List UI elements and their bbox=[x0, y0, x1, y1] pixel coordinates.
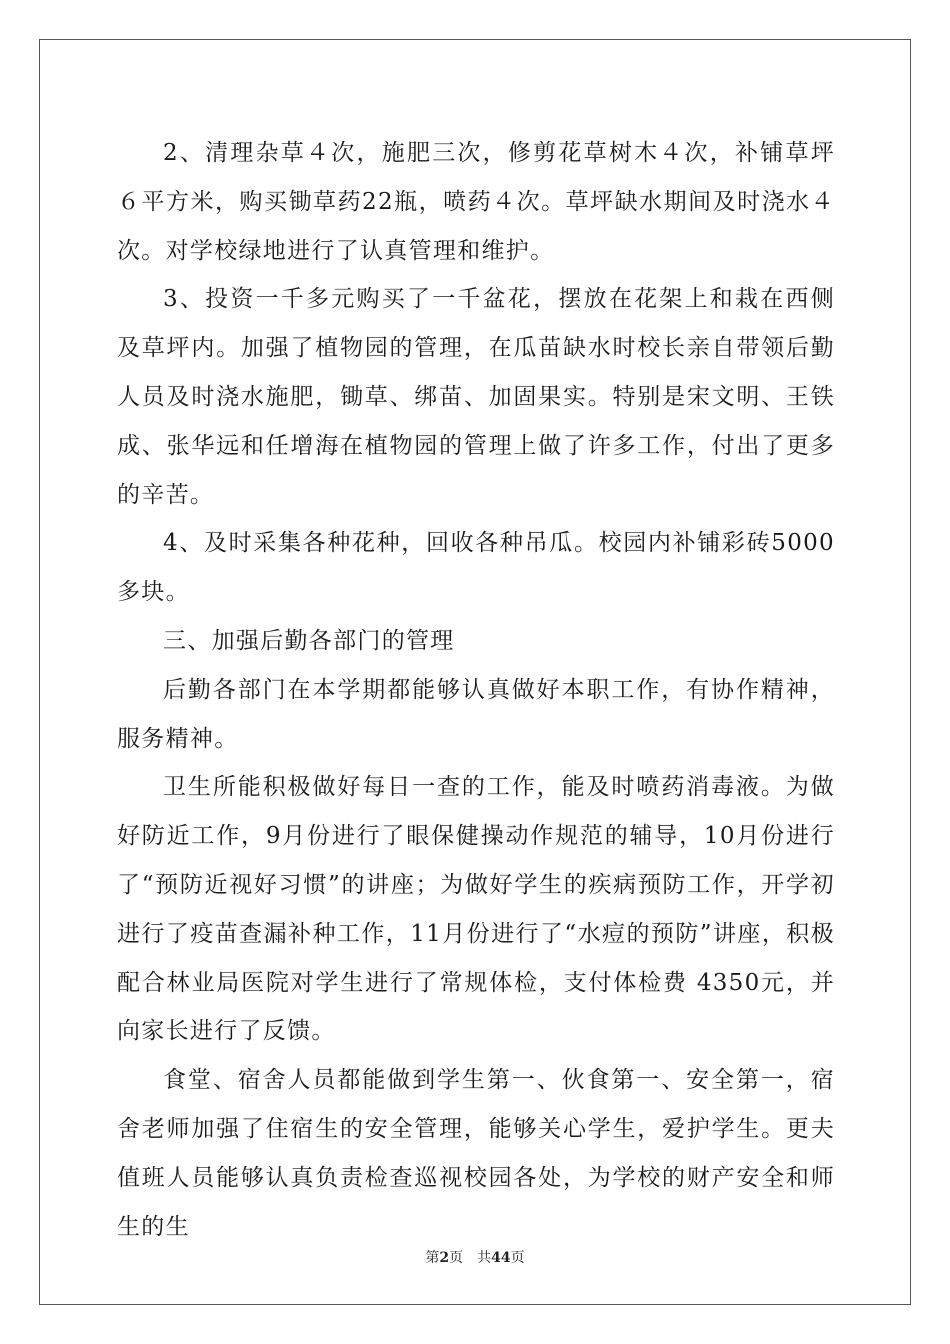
total-suffix: 页 bbox=[510, 1250, 525, 1266]
document-body bbox=[117, 129, 835, 1251]
page-total: 44 bbox=[491, 1250, 511, 1266]
page-footer bbox=[0, 1247, 950, 1267]
section-heading: 三、加强后勤各部门的管理 bbox=[163, 627, 455, 654]
page-prefix: 第 bbox=[425, 1250, 440, 1266]
paragraph-item-2: 2、清理杂草４次，施肥三次，修剪花草树木４次，补铺草坪６平方米，购买锄草药22瓶，喷药４次。草坪缺水期间及时浇水４次。对学校绿地进行了认真管理和维护。 bbox=[117, 140, 835, 264]
paragraph-item-3: 3、投资一千多元购买了一千盆花，摆放在花架上和栽在西侧及草坪内。加强了植物园的管理，在瓜苗缺水时校长亲自带领后勤人员及时浇水施肥，锄草、绑苗、加固果实。特别是宋文明、王铁成、张华远和任增海在植物园的管理上做了许多工作，付出了更多的辛苦。 bbox=[117, 286, 835, 508]
total-prefix: 共 bbox=[477, 1250, 492, 1266]
page-suffix: 页 bbox=[449, 1250, 464, 1266]
page-current: 2 bbox=[439, 1250, 450, 1266]
paragraph-canteen: 食堂、宿舍人员都能做到学生第一、伙食第一、安全第一，宿舍老师加强了住宿生的安全管理，能够关心学生，爱护学生。更夫值班人员能够认真负责检查巡视校园各处，为学校的财产安全和师生的生 bbox=[117, 1067, 835, 1240]
paragraph-logistics: 后勤各部门在本学期都能够认真做好本职工作，有协作精神，服务精神。 bbox=[117, 676, 835, 752]
paragraph-item-4: 4、及时采集各种花种，回收各种吊瓜。校园内补铺彩砖5000多块。 bbox=[117, 530, 835, 606]
paragraph-clinic: 卫生所能积极做好每日一查的工作，能及时喷药消毒液。为做好防近工作，9月份进行了眼保健操动作规范的辅导，10月份进行了“预防近视好习惯”的讲座；为做好学生的疾病预防工作，开学初进行了疫苗查漏补种工作，11月份进行了“水痘的预防”讲座，积极配合林业局医院对学生进行了常规体检，支付体检费 4350元，并向家长进行了反馈。 bbox=[117, 774, 835, 1045]
